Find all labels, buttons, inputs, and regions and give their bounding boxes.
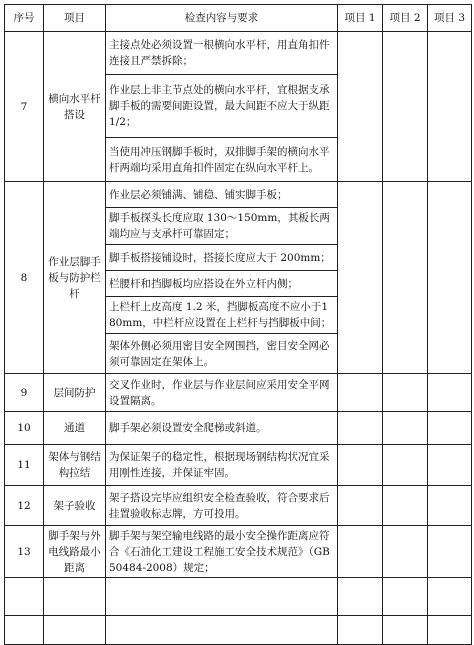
inspection-table — [4, 4, 472, 645]
blank-score-3 — [428, 578, 472, 616]
score-cell-2 — [383, 182, 428, 374]
blank-row — [5, 578, 472, 616]
header-item: 项目 — [44, 5, 106, 32]
header-content: 检查内容与要求 — [106, 5, 338, 32]
header-no: 序号 — [5, 5, 44, 32]
requirement-text: 主接点处必须设置一根横向水平杆，用直角扣件连接且严禁拆除； — [106, 32, 338, 75]
item-name: 架子验收 — [44, 486, 106, 526]
score-cell-3 — [428, 526, 472, 578]
table-row — [5, 445, 472, 486]
score-cell-3 — [428, 412, 472, 445]
score-cell-1 — [338, 526, 383, 578]
score-cell-1 — [338, 412, 383, 445]
item-name: 脚手架与外电线路最小距离 — [44, 526, 106, 578]
score-cell-2 — [383, 486, 428, 526]
table-row — [5, 526, 472, 578]
requirement-text: 作业层上非主节点处的横向水平杆，宜根据支承脚手板的需要间距设置，最大间距不应大于纵距1/2； — [106, 75, 338, 138]
score-cell-3 — [428, 182, 472, 374]
row-number: 8 — [5, 182, 44, 374]
header-score-2: 项目 2 — [383, 5, 428, 32]
requirement-text: 脚手板探头长度应取 130～150mm，其板长两端均应与支承杆可靠固定； — [106, 208, 338, 245]
requirement-text: 作业层必须铺满、铺稳、铺实脚手板； — [106, 182, 338, 208]
blank-score-2 — [383, 616, 428, 645]
row-number: 13 — [5, 526, 44, 578]
requirement-text: 当使用冲压钢脚手板时，双排脚手架的横向水平杆两端均采用直角扣件固定在纵向水平杆上。 — [106, 138, 338, 182]
requirement-text: 上栏杆上皮高度 1.2 米，挡脚板高度不应小于180mm，中栏杆应设置在上栏杆与挡脚板中间； — [106, 297, 338, 334]
row-number: 11 — [5, 445, 44, 486]
table-row — [5, 374, 472, 412]
row-number: 10 — [5, 412, 44, 445]
blank-no — [5, 616, 44, 645]
requirement-text: 脚手板搭接铺设时，搭接长度应大于 200mm； — [106, 245, 338, 271]
blank-row — [5, 616, 472, 645]
score-cell-1 — [338, 445, 383, 486]
row-number: 12 — [5, 486, 44, 526]
header-row — [5, 5, 472, 32]
score-cell-2 — [383, 526, 428, 578]
table-row — [5, 182, 472, 208]
requirement-text: 交叉作业时，作业层与作业层间应采用安全平网设置隔离。 — [106, 374, 338, 412]
requirement-text: 为保证架子的稳定性，根据现场钢结构状况宜采用刚性连接，并保证牢固。 — [106, 445, 338, 486]
score-cell-3 — [428, 486, 472, 526]
table-row — [5, 32, 472, 75]
score-cell-1 — [338, 374, 383, 412]
score-cell-2 — [383, 32, 428, 182]
header-score-1: 项目 1 — [338, 5, 383, 32]
requirement-text: 栏腰杆和挡脚板均应搭设在外立杆内侧； — [106, 271, 338, 297]
item-name: 横向水平杆搭设 — [44, 32, 106, 182]
table-row — [5, 486, 472, 526]
row-number: 9 — [5, 374, 44, 412]
item-name: 架体与钢结构拉结 — [44, 445, 106, 486]
requirement-text: 脚手架必须设置安全爬梯或斜道。 — [106, 412, 338, 445]
score-cell-3 — [428, 445, 472, 486]
score-cell-3 — [428, 32, 472, 182]
blank-score-2 — [383, 578, 428, 616]
table-body — [5, 32, 472, 645]
requirement-text: 脚手架与架空输电线路的最小安全操作距离应符合《石油化工建设工程施工安全技术规范》（GB50484-2008）规定； — [106, 526, 338, 578]
item-name: 通道 — [44, 412, 106, 445]
blank-content — [106, 578, 338, 616]
item-name: 作业层脚手板与防护栏杆 — [44, 182, 106, 374]
score-cell-2 — [383, 374, 428, 412]
item-name: 层间防护 — [44, 374, 106, 412]
blank-score-3 — [428, 616, 472, 645]
blank-content — [106, 616, 338, 645]
score-cell-1 — [338, 486, 383, 526]
blank-score-1 — [338, 616, 383, 645]
row-number: 7 — [5, 32, 44, 182]
score-cell-1 — [338, 32, 383, 182]
blank-no — [5, 578, 44, 616]
table-row — [5, 412, 472, 445]
score-cell-3 — [428, 374, 472, 412]
score-cell-2 — [383, 445, 428, 486]
blank-score-1 — [338, 578, 383, 616]
header-score-3: 项目 3 — [428, 5, 472, 32]
requirement-text: 架体外侧必须用密目安全网围挡，密目安全网必须可靠固定在架体上。 — [106, 334, 338, 374]
requirement-text: 架子搭设完毕应组织安全检查验收，符合要求后挂置验收标志牌，方可投用。 — [106, 486, 338, 526]
score-cell-2 — [383, 412, 428, 445]
score-cell-1 — [338, 182, 383, 374]
blank-item — [44, 616, 106, 645]
blank-item — [44, 578, 106, 616]
